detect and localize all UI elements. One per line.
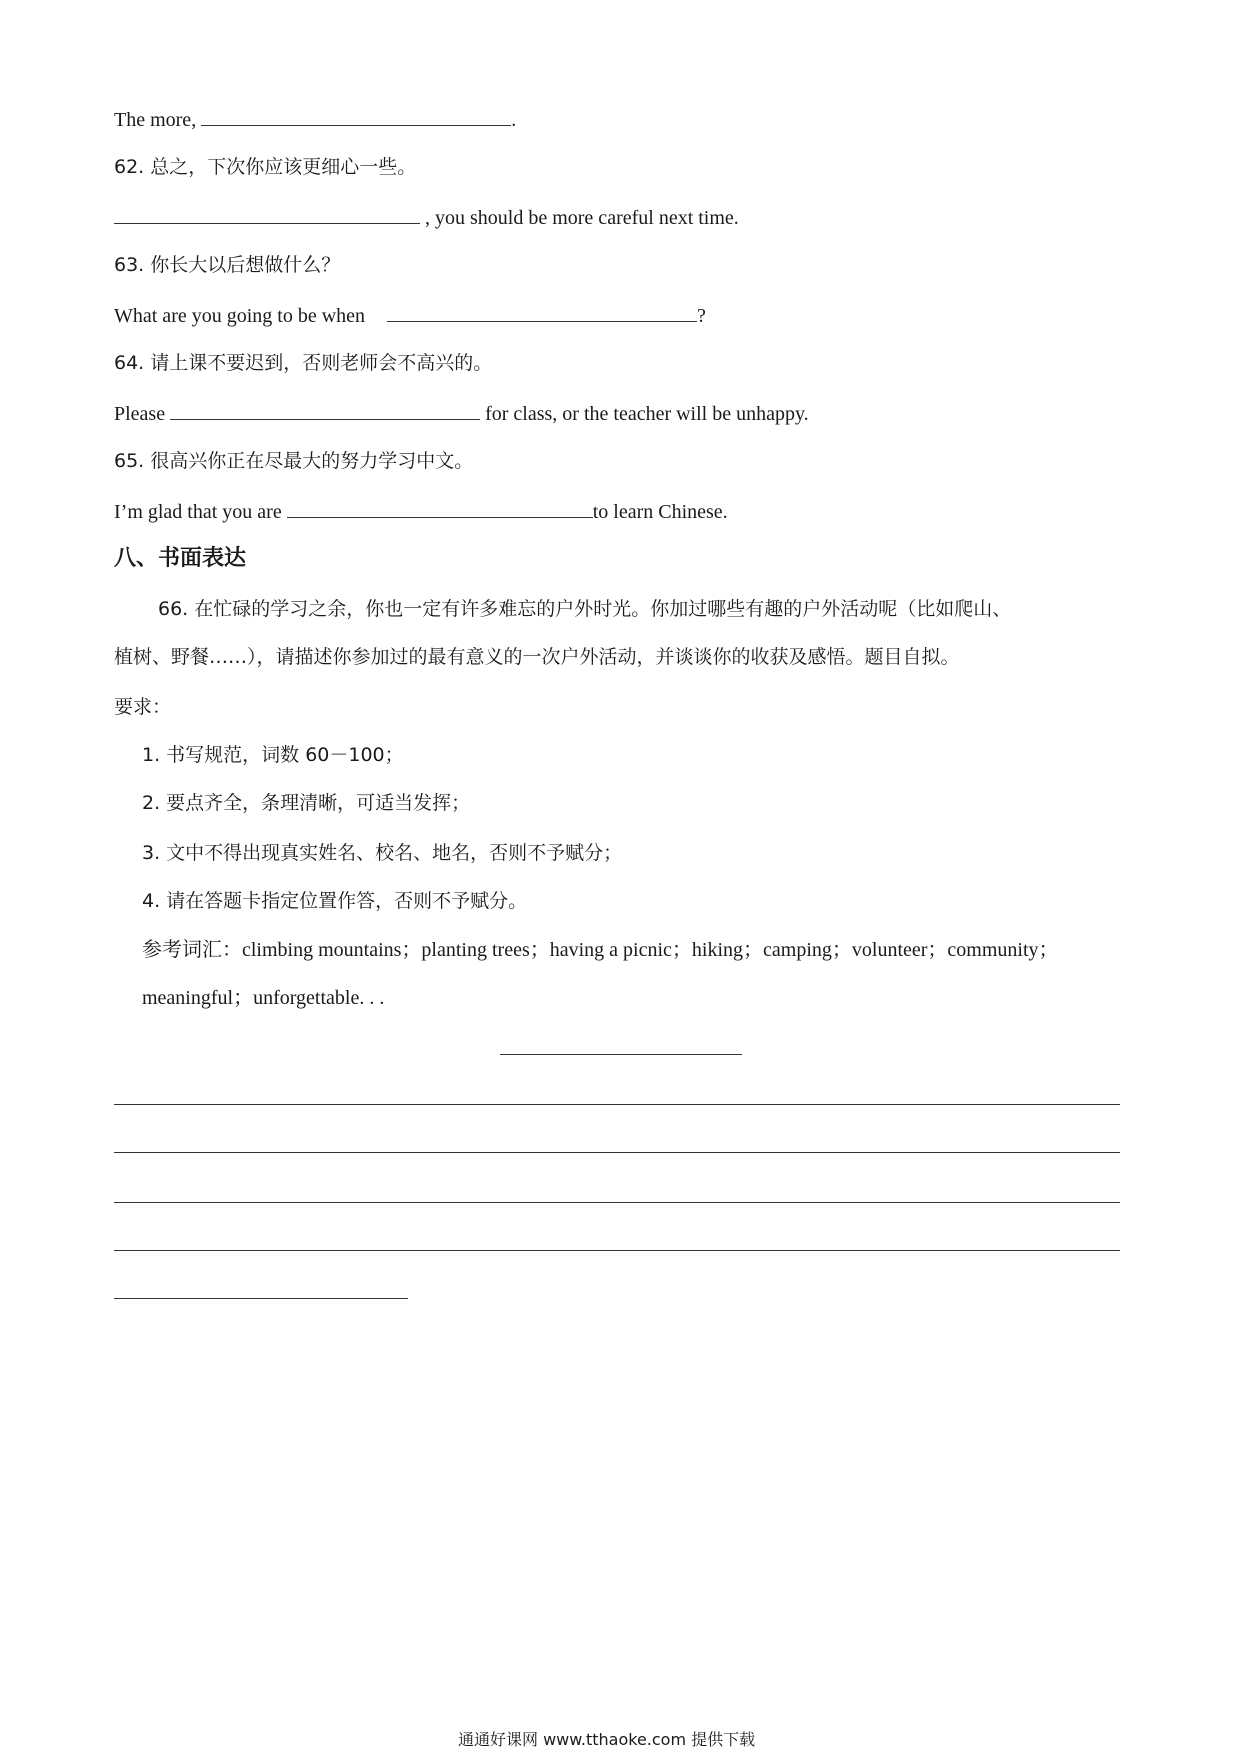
- q65-prompt: 65. 很高兴你正在尽最大的努力学习中文。: [114, 450, 474, 472]
- q64-blank[interactable]: [170, 418, 480, 420]
- q63-prefix: What are you going to be when: [114, 305, 366, 327]
- q61-blank[interactable]: [201, 124, 511, 126]
- q65-suffix: to learn Chinese.: [592, 501, 728, 523]
- q61-answer-line: [114, 110, 516, 130]
- q64-suffix: for class, or the teacher will be unhappy.: [485, 403, 809, 425]
- essay-line-last[interactable]: [114, 1298, 408, 1299]
- q64-answer-line: [114, 404, 809, 424]
- q62-answer-line: [114, 208, 739, 228]
- q63-prompt: 63. 你长大以后想做什么？: [114, 254, 341, 276]
- q65-answer-line: [114, 502, 728, 522]
- footer-text: 通通好课网 www.tthaoke.com 提供下载: [458, 1730, 756, 1749]
- q65-blank[interactable]: [287, 516, 593, 518]
- essay-line[interactable]: [114, 1104, 1120, 1105]
- requirement-item: 2. 要点齐全，条理清晰，可适当发挥；: [142, 792, 471, 814]
- q62-prompt: 62. 总之，下次你应该更细心一些。: [114, 156, 417, 178]
- requirement-item: 1. 书写规范，词数 60－100；: [142, 744, 404, 766]
- q63-answer-line: [114, 306, 706, 326]
- vocab-line1: [142, 940, 1059, 960]
- essay-line[interactable]: [114, 1202, 1120, 1203]
- q63-end: ?: [697, 305, 706, 327]
- q66-prompt-line1: 66. 在忙碌的学习之余，你也一定有许多难忘的户外时光。你加过哪些有趣的户外活动呢（比如爬山、: [158, 598, 1012, 620]
- vocab-text-2: meaningful；unforgettable. . .: [142, 987, 385, 1009]
- q65-prefix: I’m glad that you are: [114, 501, 282, 523]
- essay-title-line[interactable]: [500, 1054, 742, 1055]
- q63-blank[interactable]: [387, 320, 697, 322]
- vocab-line2: [142, 988, 384, 1008]
- requirement-item: 3. 文中不得出现真实姓名、校名、地名，否则不予赋分；: [142, 842, 623, 864]
- q62-suffix: , you should be more careful next time.: [425, 207, 739, 229]
- section-title: 八、书面表达: [114, 546, 247, 571]
- essay-line[interactable]: [114, 1250, 1120, 1251]
- q64-prefix: Please: [114, 403, 166, 425]
- q62-blank[interactable]: [114, 222, 420, 224]
- vocab-text-1: 参考词汇：climbing mountains；planting trees；having a picnic；hiking；camping；volunteer；community；: [142, 939, 1059, 961]
- requirement-item: 4. 请在答题卡指定位置作答，否则不予赋分。: [142, 890, 528, 912]
- requirements-label: 要求：: [114, 696, 172, 718]
- q61-prefix: The more,: [114, 109, 197, 131]
- q66-prompt-line2: 植树、野餐……），请描述你参加过的最有意义的一次户外活动，并谈谈你的收获及感悟。题目自拟。: [114, 646, 960, 668]
- q61-end: .: [511, 109, 517, 131]
- essay-line[interactable]: [114, 1152, 1120, 1153]
- q64-prompt: 64. 请上课不要迟到，否则老师会不高兴的。: [114, 352, 493, 374]
